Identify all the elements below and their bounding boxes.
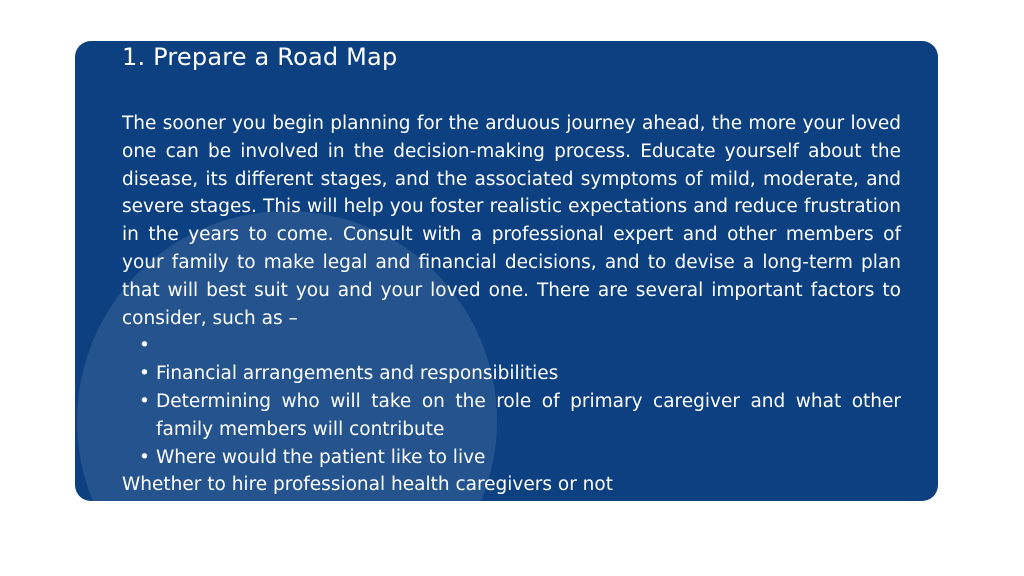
list-item — [122, 332, 901, 360]
content-card — [75, 41, 938, 501]
section-heading: 1. Prepare a Road Map — [122, 43, 398, 71]
list-item: • Where would the patient like to live — [122, 444, 901, 472]
intro-paragraph: The sooner you begin planning for the arduous journey ahead, the more your loved one can be involved in the decision-making process. Educate yourself about the disease, its different stages, and the associated symptoms of mild, moderate, and severe stages. This will help you foster realistic expectations and reduce frustration in the years to come. Consult with a professional expert and other members of your family to make legal and financial decisions, and to devise a long-term plan that will best suit you and your loved one. There are several important factors to consider, such as – — [122, 113, 901, 329]
list-item: • Determining who will take on the role of primary caregiver and what other family members will contribute — [122, 388, 901, 444]
card-content — [122, 41, 901, 499]
factor-list — [122, 332, 901, 471]
list-item: • Financial arrangements and responsibilities — [122, 360, 901, 388]
trailing-line: Whether to hire professional health caregivers or not — [122, 474, 613, 496]
